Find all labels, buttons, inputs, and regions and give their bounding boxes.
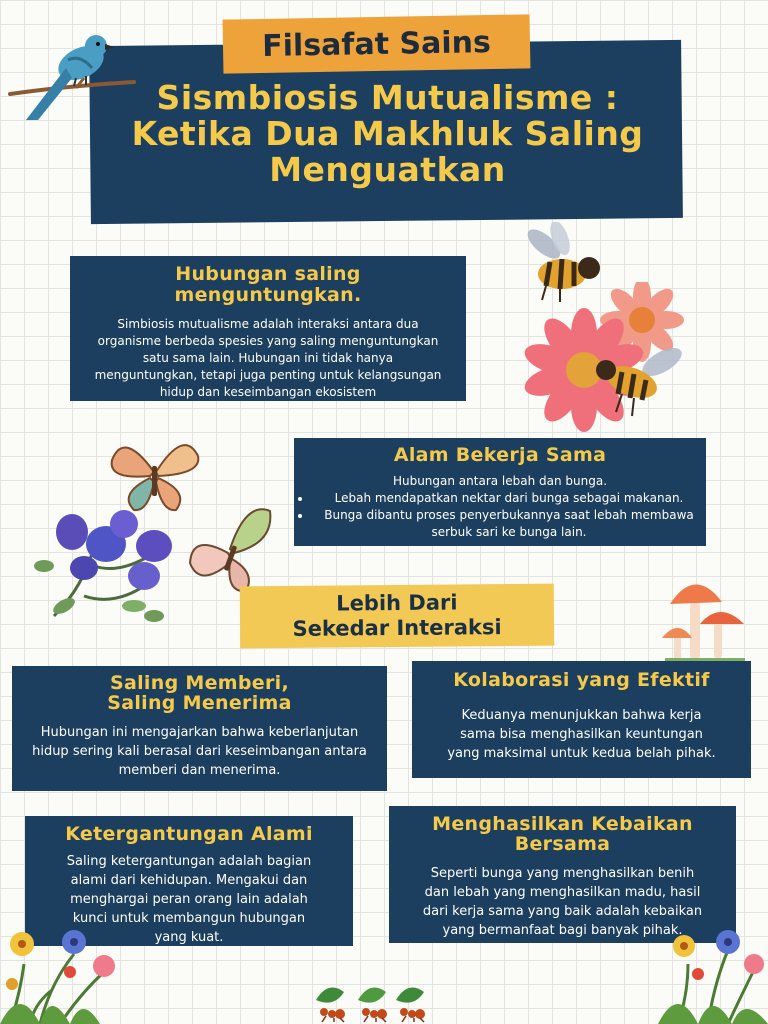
section-label-line: Sekedar Interaksi	[292, 615, 502, 641]
card-body-line: organisme berbeda spesies yang saling menguntungkan	[97, 334, 439, 348]
flower-icon	[0, 924, 125, 1024]
category-tag	[223, 14, 531, 73]
flower-icon	[522, 282, 697, 432]
flower-icon	[658, 924, 768, 1024]
page-title	[100, 80, 675, 188]
card-give-and-receive	[12, 666, 387, 791]
card-title: Alam Bekerja Sama	[393, 444, 607, 466]
card-body-line: Hubungan ini mengajarkan bahwa keberlanjutan	[40, 725, 359, 740]
page-title-line: Ketika Dua Makhluk Saling	[131, 114, 644, 153]
card-body-intro: Hubungan antara lebah dan bunga.	[392, 474, 608, 488]
card-body-line: Simbiosis mutualisme adalah interaksi antara dua	[117, 317, 419, 331]
card-effective-collaboration	[412, 661, 751, 778]
card-body	[412, 690, 751, 763]
card-title-line: Saling Menerima	[107, 692, 292, 714]
list-item: • Bunga dibantu proses penyerbukannya saat lebah membawa serbuk sari ke bunga lain.	[312, 507, 706, 541]
card-body-line: hidup sering kali berasal dari keseimbangan antara	[32, 744, 367, 759]
card-body-line: alami dari kehidupan. Mengakui dan	[70, 873, 308, 888]
card-body-line: satu sama lain. Hubungan ini tidak hanya	[142, 351, 394, 365]
card-title	[12, 666, 387, 713]
butterfly-icon	[186, 503, 276, 595]
card-title-line: Menghasilkan Kebaikan	[432, 813, 693, 835]
card-title	[70, 256, 466, 306]
card-body	[70, 306, 466, 401]
bullet-list	[294, 490, 706, 541]
card-title-line: Saling Memberi,	[110, 672, 289, 694]
card-shared-goodness	[389, 806, 736, 943]
card-title-line: menguntungkan.	[174, 284, 362, 306]
card-mutual-benefit	[70, 256, 466, 401]
card-body-line: menghargai peran orang lain adalah	[70, 892, 308, 907]
card-body-line: dan lebah yang menghasilkan madu, hasil	[424, 885, 701, 900]
mushroom-icon	[660, 572, 750, 664]
card-nature-works-together	[294, 438, 706, 546]
card-title-line: Hubungan saling	[175, 263, 361, 285]
card-body-line: yang maksimal untuk kedua belah pihak.	[447, 746, 716, 761]
card-title: Kolaborasi yang Efektif	[453, 669, 710, 691]
card-title-line: Bersama	[514, 833, 611, 855]
section-label	[240, 584, 555, 649]
category-tag-text: Filsafat Sains	[261, 24, 492, 64]
card-body-line: hidup dan keseimbangan ekosistem	[159, 385, 377, 399]
ant-icon	[312, 980, 432, 1024]
card-title	[389, 806, 736, 854]
card-body-line: menguntungkan, tetapi juga penting untuk kelangsungan	[94, 368, 442, 382]
card-body-line: Seperti bunga yang menghasilkan benih	[430, 866, 695, 881]
card-body-line: memberi dan menerima.	[118, 763, 281, 778]
card-body-line: sama bisa menghasilkan keuntungan	[460, 727, 703, 742]
list-item: • Lebah mendapatkan nektar dari bunga sebagai makanan.	[312, 490, 706, 507]
card-body-line: Saling ketergantungan adalah bagian	[66, 854, 312, 869]
page-title-line: Sismbiosis Mutualisme :	[156, 78, 619, 117]
section-label-line: Lebih Dari	[336, 590, 458, 616]
page-title-line: Menguatkan	[269, 150, 506, 189]
card-body-line: yang kuat.	[154, 930, 224, 945]
card-body-line: kunci untuk membangun hubungan	[72, 911, 306, 926]
card-body	[12, 713, 387, 780]
card-body-line: dari kerja sama yang baik adalah kebaikan	[422, 904, 703, 919]
card-body-line: Keduanya menunjukkan bahwa kerja	[461, 708, 702, 723]
bird-icon	[6, 28, 141, 128]
card-title: Ketergantungan Alami	[65, 823, 313, 845]
flower-icon	[24, 506, 184, 631]
card-body-line: yang bermanfaat bagi banyak pihak.	[442, 923, 683, 938]
